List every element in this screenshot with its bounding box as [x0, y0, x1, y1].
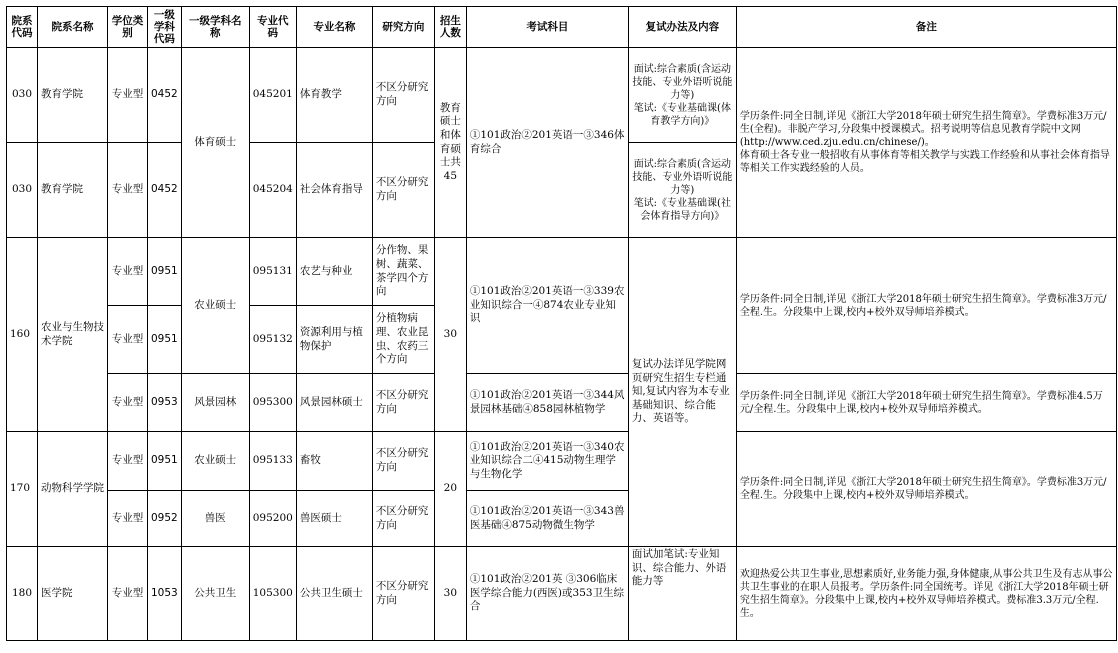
major-name: 农艺与种业 [296, 238, 372, 306]
remarks: 学历条件:同全日制,详见《浙江大学2018年硕士研究生招生简章》。学费标准4.5万元/全程.生。分段集中上课,校内+校外双导师培养模式。 [736, 374, 1116, 432]
header-retest: 复试办法及内容 [628, 7, 736, 48]
level1-code: 0951 [148, 432, 182, 491]
header-row [7, 7, 1117, 48]
level1-code: 1053 [148, 547, 182, 641]
exam-subjects: ①101政治②201英语一③339农业知识综合一④874农业专业知识 [466, 238, 628, 374]
dept-code: 160 [7, 238, 38, 432]
research-direction: 不区分研究方向 [372, 48, 434, 143]
dept-code: 170 [7, 432, 38, 547]
retest-method: 面试:综合素质(含运动技能、专业外语听说能力等) 笔试:《专业基础课(体育教学方向)》 [628, 48, 736, 143]
level1-name: 兽医 [181, 491, 249, 547]
major-name: 畜牧 [296, 432, 372, 491]
major-code: 105300 [249, 547, 296, 641]
header-major-code: 专业代码 [249, 7, 296, 48]
remarks: 学历条件:同全日制,详见《浙江大学2018年硕士研究生招生简章》。学费标准3万元/全程.生。分段集中上课,校内+校外双导师培养模式。 [736, 432, 1116, 547]
header-enroll: 招生人数 [434, 7, 466, 48]
research-direction: 分植物病理、农业昆虫、农药三个方向 [372, 306, 434, 374]
table-row [7, 374, 1117, 432]
major-code: 095132 [249, 306, 296, 374]
table-row [7, 432, 1117, 491]
remarks: 学历条件:同全日制,详见《浙江大学2018年硕士研究生招生简章》。学费标准3万元/生(全程)。非脱产学习,分段集中授课模式。招考说明等信息见教育学院中文网(http://www.ced.zju.edu.cn/chinese/)。 体育硕士各专业一般招收有从事体育等相关教学与实践工作经验和从事社会体育指导等相关工作实践经验的人员。 [736, 48, 1116, 238]
header-major-name: 专业名称 [296, 7, 372, 48]
enroll-count: 30 [434, 238, 466, 432]
major-name: 公共卫生硕士 [296, 547, 372, 641]
degree-type: 专业型 [108, 374, 148, 432]
degree-type: 专业型 [108, 48, 148, 143]
header-dept-code: 院系代码 [7, 7, 38, 48]
table-row [7, 238, 1117, 306]
header-level1-name: 一级学科名称 [181, 7, 249, 48]
dept-name: 动物科学学院 [38, 432, 108, 547]
major-code: 095133 [249, 432, 296, 491]
level1-name: 农业硕士 [181, 432, 249, 491]
table-row [7, 547, 1117, 641]
research-direction: 不区分研究方向 [372, 374, 434, 432]
enroll-count: 30 [434, 547, 466, 641]
header-degree-type: 学位类别 [108, 7, 148, 48]
level1-code: 0953 [148, 374, 182, 432]
research-direction: 不区分研究方向 [372, 143, 434, 238]
level1-code: 0952 [148, 491, 182, 547]
table-row [7, 48, 1117, 143]
degree-type: 专业型 [108, 432, 148, 491]
major-code: 095131 [249, 238, 296, 306]
exam-subjects: ①101政治②201英 ③306临床医学综合能力(西医)或353卫生综合 [466, 547, 628, 641]
header-level1-code: 一级学科代码 [148, 7, 182, 48]
major-code: 095200 [249, 491, 296, 547]
dept-name: 教育学院 [38, 143, 108, 238]
degree-type: 专业型 [108, 547, 148, 641]
header-research: 研究方向 [372, 7, 434, 48]
degree-type: 专业型 [108, 491, 148, 547]
major-name: 资源利用与植物保护 [296, 306, 372, 374]
level1-name: 公共卫生 [181, 547, 249, 641]
dept-code: 030 [7, 48, 38, 143]
retest-method: 面试加笔试:专业知识、综合能力、外语能力等 [628, 547, 736, 641]
major-name: 社会体育指导 [296, 143, 372, 238]
major-name: 风景园林硕士 [296, 374, 372, 432]
header-remarks: 备注 [736, 7, 1116, 48]
remarks: 欢迎热爱公共卫生事业,思想素质好,业务能力强,身体健康,从事公共卫生及有志从事公共卫生事业的在职人员报考。学历条件:同全国统考。详见《浙江大学2018年硕士研究生招生简章》。分段集中上课,校内+校外双导师培养模式。费标准3.3万元/全程.生。 [736, 547, 1116, 641]
enroll-count: 教育硕士和体育硕士共45 [434, 48, 466, 238]
header-dept-name: 院系名称 [38, 7, 108, 48]
exam-subjects: ①101政治②201英语一③344风景园林基础④858园林植物学 [466, 374, 628, 432]
degree-type: 专业型 [108, 306, 148, 374]
dept-code: 180 [7, 547, 38, 641]
research-direction: 分作物、果树、蔬菜、茶学四个方向 [372, 238, 434, 306]
dept-name: 农业与生物技术学院 [38, 238, 108, 432]
major-code: 045204 [249, 143, 296, 238]
admissions-table [6, 6, 1117, 641]
major-code: 045201 [249, 48, 296, 143]
major-name: 兽医硕士 [296, 491, 372, 547]
dept-code: 030 [7, 143, 38, 238]
level1-code: 0452 [148, 143, 182, 238]
header-exam: 考试科目 [466, 7, 628, 48]
retest-method: 面试:综合素质(含运动技能、专业外语听说能力等) 笔试:《专业基础课(社会体育指导方向)》 [628, 143, 736, 238]
level1-name: 体育硕士 [181, 48, 249, 238]
level1-name: 风景园林 [181, 374, 249, 432]
research-direction: 不区分研究方向 [372, 547, 434, 641]
dept-name: 教育学院 [38, 48, 108, 143]
dept-name: 医学院 [38, 547, 108, 641]
degree-type: 专业型 [108, 238, 148, 306]
research-direction: 不区分研究方向 [372, 432, 434, 491]
exam-subjects: ①101政治②201英语一③346体育综合 [466, 48, 628, 238]
degree-type: 专业型 [108, 143, 148, 238]
exam-subjects: ①101政治②201英语一③340农业知识综合二④415动物生理学与生物化学 [466, 432, 628, 491]
research-direction: 不区分研究方向 [372, 491, 434, 547]
exam-subjects: ①101政治②201英语一③343兽医基础④875动物微生物学 [466, 491, 628, 547]
level1-code: 0951 [148, 306, 182, 374]
remarks: 学历条件:同全日制,详见《浙江大学2018年硕士研究生招生简章》。学费标准3万元/全程.生。分段集中上课,校内+校外双导师培养模式。 [736, 238, 1116, 374]
level1-code: 0452 [148, 48, 182, 143]
major-name: 体育教学 [296, 48, 372, 143]
retest-method: 复试办法详见学院网页研究生招生专栏通知,复试内容为本专业基础知识、综合能力、英语等。 [628, 238, 736, 547]
enroll-count: 20 [434, 432, 466, 547]
major-code: 095300 [249, 374, 296, 432]
level1-code: 0951 [148, 238, 182, 306]
level1-name: 农业硕士 [181, 238, 249, 374]
